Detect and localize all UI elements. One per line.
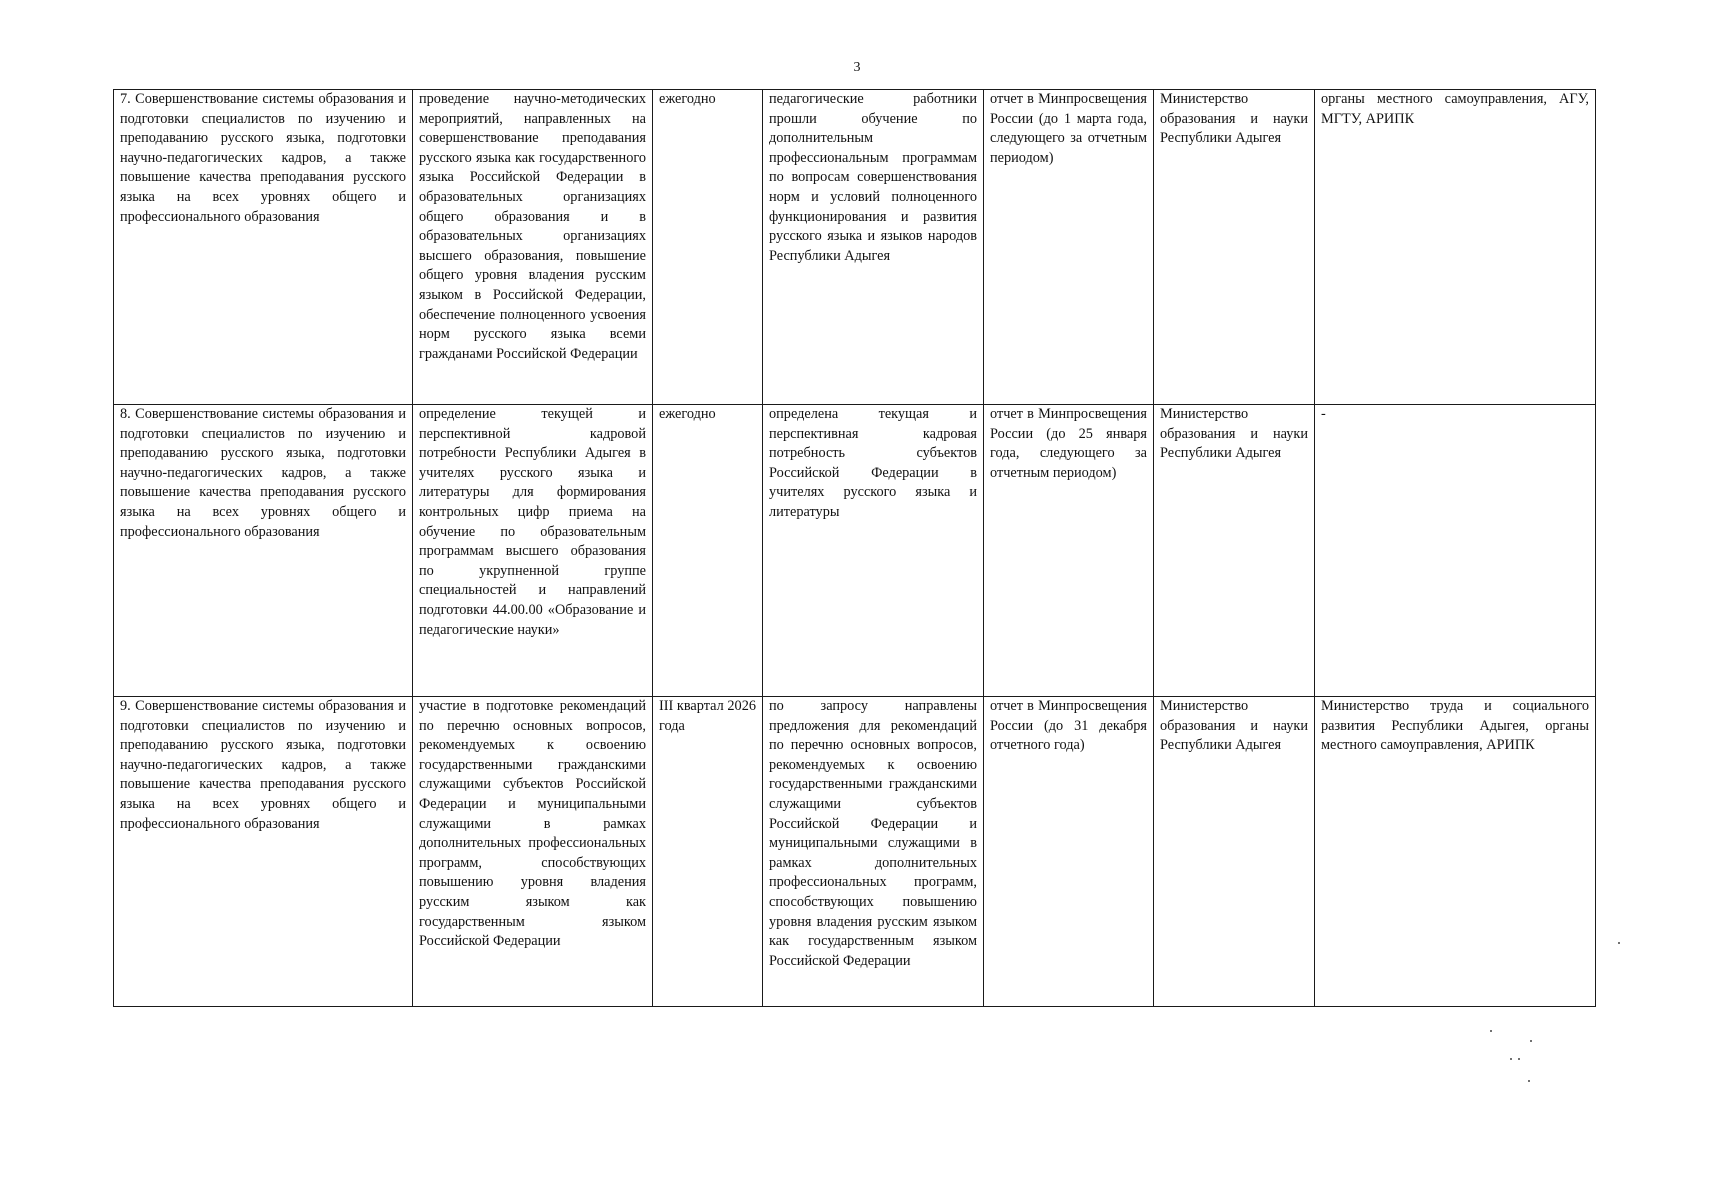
scan-speck bbox=[1518, 1058, 1520, 1060]
partners-cell: органы местного самоуправления, АГУ, МГТУ, АРИПК bbox=[1315, 90, 1596, 405]
scan-speck bbox=[1528, 1080, 1530, 1082]
period-cell: ежегодно bbox=[653, 90, 763, 405]
goal-cell: 9. Совершенствование системы образования и подготовки специалистов по изучению и преподаванию русского языка, подготовки научно-педагогических кадров, а также повышение качества преподавания русского языка на всех уровнях общего и профессионального образования bbox=[114, 697, 413, 1007]
report-cell: отчет в Минпросвещения России (до 1 марта года, следующего за отчетным периодом) bbox=[984, 90, 1154, 405]
responsible-cell: Министерство образования и науки Республики Адыгея bbox=[1154, 405, 1315, 697]
result-cell: по запросу направлены предложения для рекомендаций по перечню основных вопросов, рекомендуемых к освоению государственными гражданскими служащими субъектов Российской Федерации и муниципальными служащими в рамках дополнительных профессиональных программ, способствующих повышению уровня владения русским языком как государственным языком Российской Федерации bbox=[763, 697, 984, 1007]
responsible-cell: Министерство образования и науки Республики Адыгея bbox=[1154, 697, 1315, 1007]
action-plan-table bbox=[113, 89, 1596, 1007]
report-cell: отчет в Минпросвещения России (до 31 декабря отчетного года) bbox=[984, 697, 1154, 1007]
scan-speck bbox=[1618, 942, 1620, 944]
partners-cell: Министерство труда и социального развития Республики Адыгея, органы местного самоуправления, АРИПК bbox=[1315, 697, 1596, 1007]
goal-cell: 7. Совершенствование системы образования и подготовки специалистов по изучению и преподаванию русского языка, подготовки научно-педагогических кадров, а также повышение качества преподавания русского языка на всех уровнях общего и профессионального образования bbox=[114, 90, 413, 405]
scan-speck bbox=[1490, 1030, 1492, 1032]
page-number: 3 bbox=[853, 60, 861, 75]
table-row bbox=[114, 697, 1596, 1007]
activity-cell: определение текущей и перспективной кадровой потребности Республики Адыгея в учителях русского языка и литературы для формирования контрольных цифр приема на обучение по образовательным программам высшего образования по укрупненной группе специальностей и направлений подготовки 44.00.00 «Образование и педагогические науки» bbox=[413, 405, 653, 697]
result-cell: педагогические работники прошли обучение по дополнительным профессиональным программам по вопросам совершенствования норм и условий полноценного функционирования и развития русского языка и языков народов Республики Адыгея bbox=[763, 90, 984, 405]
period-cell: III квартал 2026 года bbox=[653, 697, 763, 1007]
activity-cell: проведение научно-методических мероприятий, направленных на совершенствование преподавания русского языка как государственного языка Российской Федерации в образовательных организациях общего образования и в образовательных организациях высшего образования, повышение общего уровня владения русским языком в Российской Федерации, обеспечение полноценного усвоения норм русского языка всеми гражданами Российской Федерации bbox=[413, 90, 653, 405]
partners-cell: - bbox=[1315, 405, 1596, 697]
goal-cell: 8. Совершенствование системы образования и подготовки специалистов по изучению и преподаванию русского языка, подготовки научно-педагогических кадров, а также повышение качества преподавания русского языка на всех уровнях общего и профессионального образования bbox=[114, 405, 413, 697]
report-cell: отчет в Минпросвещения России (до 25 января года, следующего за отчетным периодом) bbox=[984, 405, 1154, 697]
responsible-cell: Министерство образования и науки Республики Адыгея bbox=[1154, 90, 1315, 405]
scan-speck bbox=[1530, 1040, 1532, 1042]
scan-speck bbox=[1510, 1058, 1512, 1060]
result-cell: определена текущая и перспективная кадровая потребность субъектов Российской Федерации в учителях русского языка и литературы bbox=[763, 405, 984, 697]
period-cell: ежегодно bbox=[653, 405, 763, 697]
table-row bbox=[114, 90, 1596, 405]
activity-cell: участие в подготовке рекомендаций по перечню основных вопросов, рекомендуемых к освоению государственными гражданскими служащими субъектов Российской Федерации и муниципальными служащими в рамках дополнительных профессиональных программ, способствующих повышению уровня владения русским языком как государственным языком Российской Федерации bbox=[413, 697, 653, 1007]
table-row bbox=[114, 405, 1596, 697]
